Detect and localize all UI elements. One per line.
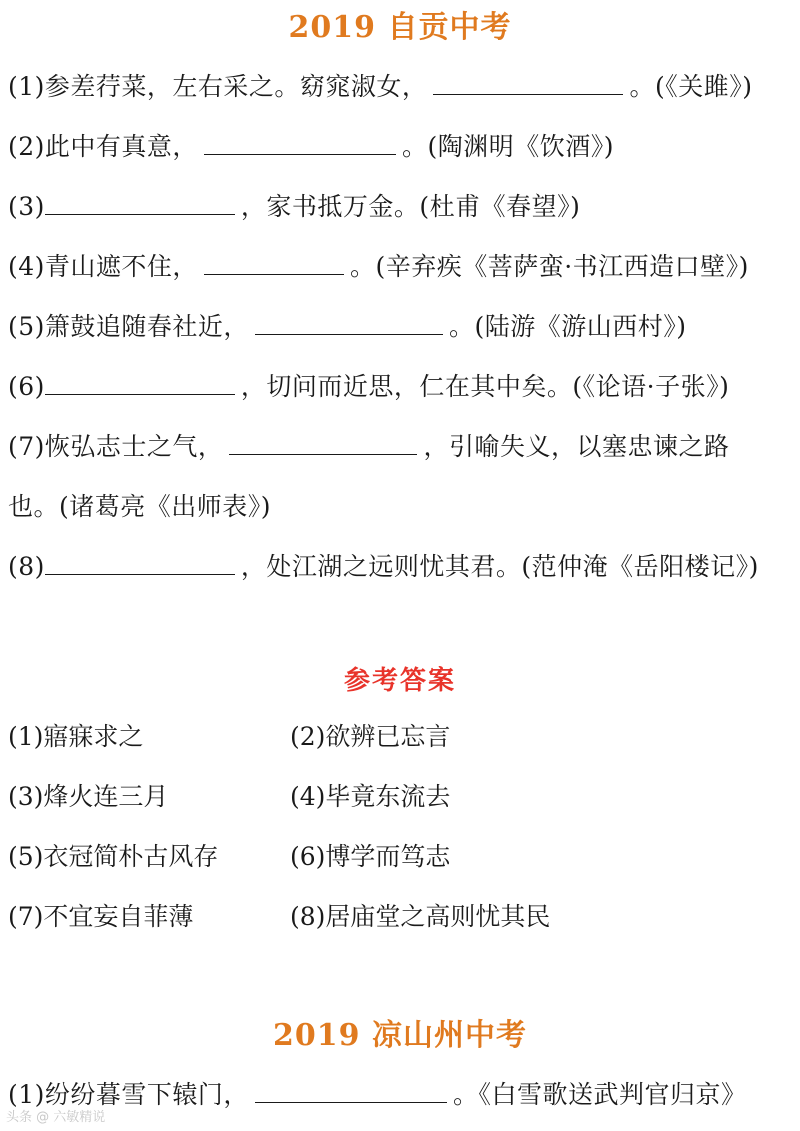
answer-blank[interactable] [204, 132, 396, 155]
question-8 [8, 550, 759, 584]
answer-1: (1)寤寐求之 [8, 722, 144, 751]
question-source: 。(陆游《游山西村》) [448, 312, 687, 341]
answer-3: (3)烽火连三月 [8, 782, 169, 811]
question-number: (2) [8, 132, 45, 161]
answer-2: (2)欲辨已忘言 [290, 722, 451, 751]
question-source: 。(陶渊明《饮酒》) [401, 132, 614, 161]
question-text: 青山遮不住， [44, 252, 198, 281]
answer-blank[interactable] [255, 312, 443, 335]
question-6 [8, 370, 729, 404]
answer-blank[interactable] [45, 192, 235, 215]
question-number: (7) [8, 432, 45, 461]
question-source: 。《白雪歌送武判官归京》 [452, 1080, 747, 1109]
section-title-liangshan: 2019 凉山州中考 [273, 1018, 527, 1053]
question-source: ，处江湖之远则忧其君。(范仲淹《岳阳楼记》) [240, 552, 759, 581]
question-7-continued: 也。(诸葛亮《出师表》) [8, 492, 272, 521]
answer-blank[interactable] [204, 252, 344, 275]
question-number: (3) [8, 192, 45, 221]
watermark: 头条 @ 六敏精说 [6, 1110, 106, 1125]
question-text: 参差荇菜，左右采之。窈窕淑女， [44, 72, 428, 101]
question-3 [8, 190, 580, 224]
question-5 [8, 310, 686, 344]
question-text: 纷纷暮雪下辕门， [44, 1080, 249, 1109]
question-number: (1) [8, 72, 45, 101]
question-number: (4) [8, 252, 45, 281]
question-source: ，引喻失义，以塞忠谏之路 [423, 432, 730, 461]
question-4 [8, 250, 749, 284]
section-title-zigong: 2019 自贡中考 [288, 10, 512, 45]
question-text: 恢弘志士之气， [44, 432, 224, 461]
question-source: ，家书抵万金。(杜甫《春望》) [240, 192, 581, 221]
question-number: (8) [8, 552, 45, 581]
answers-title: 参考答案 [343, 666, 456, 696]
answer-6: (6)博学而笃志 [290, 842, 451, 871]
answer-7: (7)不宜妄自菲薄 [8, 902, 194, 931]
question-liangshan-1 [8, 1078, 746, 1112]
answer-blank[interactable] [45, 372, 235, 395]
answer-blank[interactable] [433, 72, 623, 95]
question-2 [8, 130, 614, 164]
answer-5: (5)衣冠简朴古风存 [8, 842, 219, 871]
answer-blank[interactable] [229, 432, 417, 455]
answer-4: (4)毕竟东流去 [290, 782, 451, 811]
question-1 [8, 70, 752, 104]
question-source: 。(辛弃疾《菩萨蛮·书江西造口壁》) [349, 252, 749, 281]
question-source: ，切问而近思，仁在其中矣。(《论语·子张》) [240, 372, 730, 401]
answer-blank[interactable] [255, 1080, 447, 1103]
question-number: (1) [8, 1080, 45, 1109]
question-text: 箫鼓追随春社近， [44, 312, 249, 341]
question-7 [8, 430, 729, 464]
answer-blank[interactable] [45, 552, 235, 575]
question-number: (5) [8, 312, 45, 341]
answer-8: (8)居庙堂之高则忧其民 [290, 902, 551, 931]
question-text: 此中有真意， [44, 132, 198, 161]
question-number: (6) [8, 372, 45, 401]
question-source: 。(《关雎》) [629, 72, 753, 101]
